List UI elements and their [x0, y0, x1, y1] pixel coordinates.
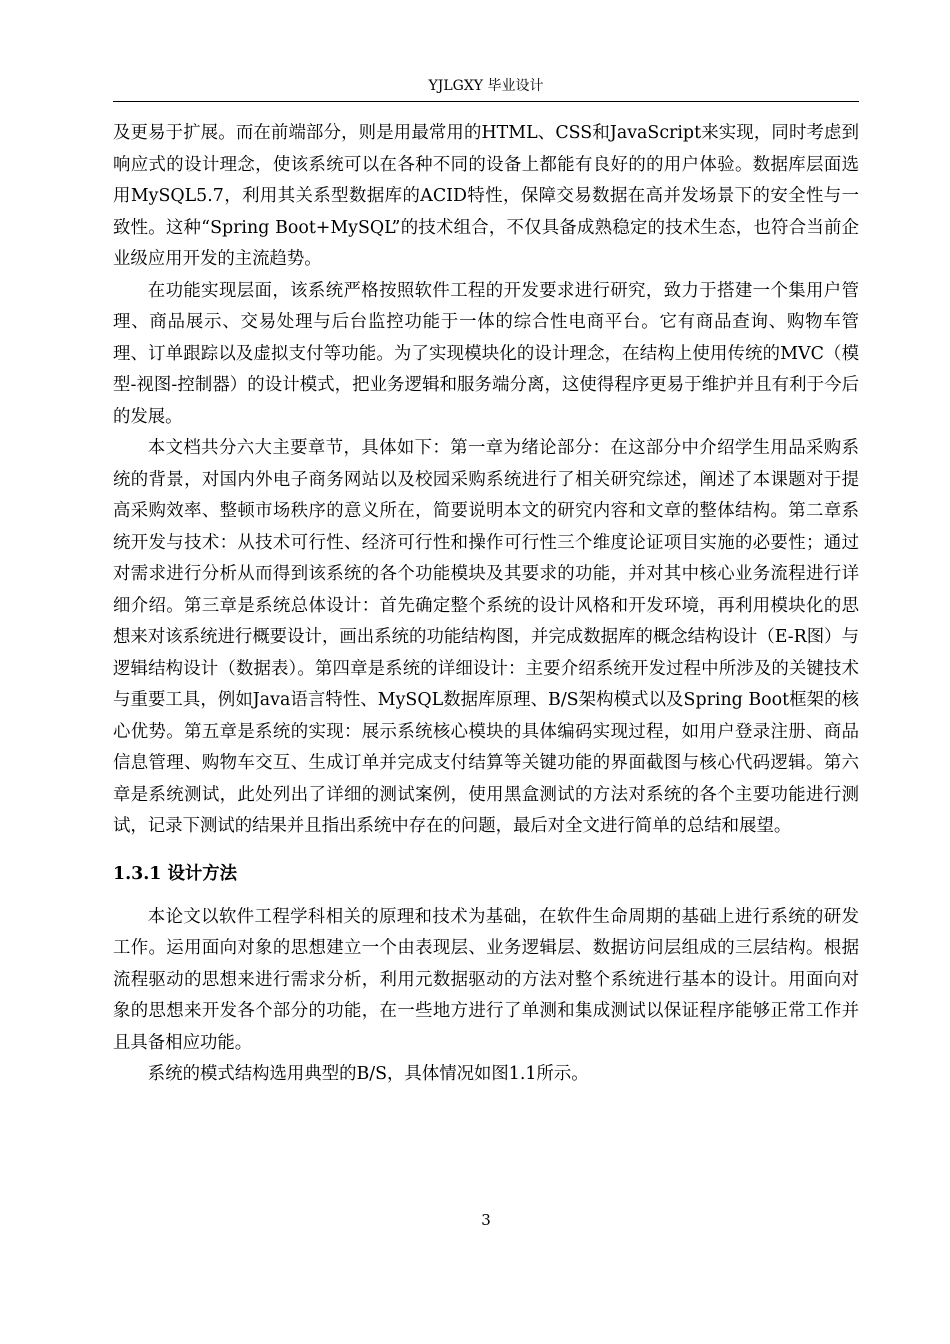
section-title: 设计方法 — [167, 863, 238, 884]
paragraph-chapter-overview: 本文档共分六大主要章节，具体如下：第一章为绪论部分：在这部分中介绍学生用品采购系统的背景，对国内外电子商务网站以及校园采购系统进行了相关研究综述，阐述了本课题对于提高采购效率、整顿市场秩序的意义所在，简要说明本文的研究内容和文章的整体结构。第二章系统开发与技术：从技术可行性、经济可行性和操作可行性三个维度论证项目实施的必要性；通过对需求进行分析从而得到该系统的各个功能模块及其要求的功能，并对其中核心业务流程进行详细介绍。第三章是系统总体设计：首先确定整个系统的设计风格和开发环境，再利用模块化的思想来对该系统进行概要设计，画出系统的功能结构图，并完成数据库的概念结构设计（E-R图）与逻辑结构设计（数据表）。第四章是系统的详细设计：主要介绍系统开发过程中所涉及的关键技术与重要工具，例如Java语言特性、MySQL数据库原理、B/S架构模式以及Spring Boot框架的核心优势。第五章是系统的实现：展示系统核心模块的具体编码实现过程，如用户登录注册、商品信息管理、购物车交互、生成订单并完成支付结算等关键功能的界面截图与核心代码逻辑。第六章是系统测试，此处列出了详细的测试案例，使用黑盒测试的方法对系统的各个主要功能进行测试，记录下测试的结果并且指出系统中存在的问题，最后对全文进行简单的总结和展望。 — [113, 438, 859, 836]
paragraph-continued: 及更易于扩展。而在前端部分，则是用最常用的HTML、CSS和JavaScript来实现，同时考虑到响应式的设计理念，使该系统可以在各种不同的设备上都能有良好的的用户体验。数据库层面选用MySQL5.7，利用其关系型数据库的ACID特性，保障交易数据在高并发场景下的安全性与一致性。这种“Spring Boot+MySQL”的技术组合，不仅具备成熟稳定的技术生态，也符合当前企业级应用开发的主流趋势。 — [113, 123, 859, 269]
section-heading — [113, 860, 859, 888]
paragraph-bs-structure: 系统的模式结构选用典型的B/S，具体情况如图1.1所示。 — [147, 1064, 589, 1084]
section-number: 1.3.1 — [113, 863, 162, 884]
paragraph-design-method: 本论文以软件工程学科相关的原理和技术为基础，在软件生命周期的基础上进行系统的研发工作。运用面向对象的思想建立一个由表现层、业务逻辑层、数据访问层组成的三层结构。根据流程驱动的思想来进行需求分析，利用元数据驱动的方法对整个系统进行基本的设计。用面向对象的思想来开发各个部分的功能，在一些地方进行了单测和集成测试以保证程序能够正常工作并且具备相应功能。 — [113, 906, 859, 1053]
paragraph-function-implementation: 在功能实现层面，该系统严格按照软件工程的开发要求进行研究，致力于搭建一个集用户管理、商品展示、交易处理与后台监控功能于一体的综合性电商平台。它有商品查询、购物车管理、订单跟踪以及虚拟支付等功能。为了实现模块化的设计理念，在结构上使用传统的MVC（模型-视图-控制器）的设计模式，把业务逻辑和服务端分离，这使得程序更易于维护并且有利于今后的发展。 — [113, 280, 859, 427]
document-body — [113, 118, 859, 1091]
page-header: YJLGXY 毕业设计 — [428, 78, 544, 94]
header-divider — [113, 101, 859, 102]
page-number: 3 — [481, 1211, 491, 1229]
